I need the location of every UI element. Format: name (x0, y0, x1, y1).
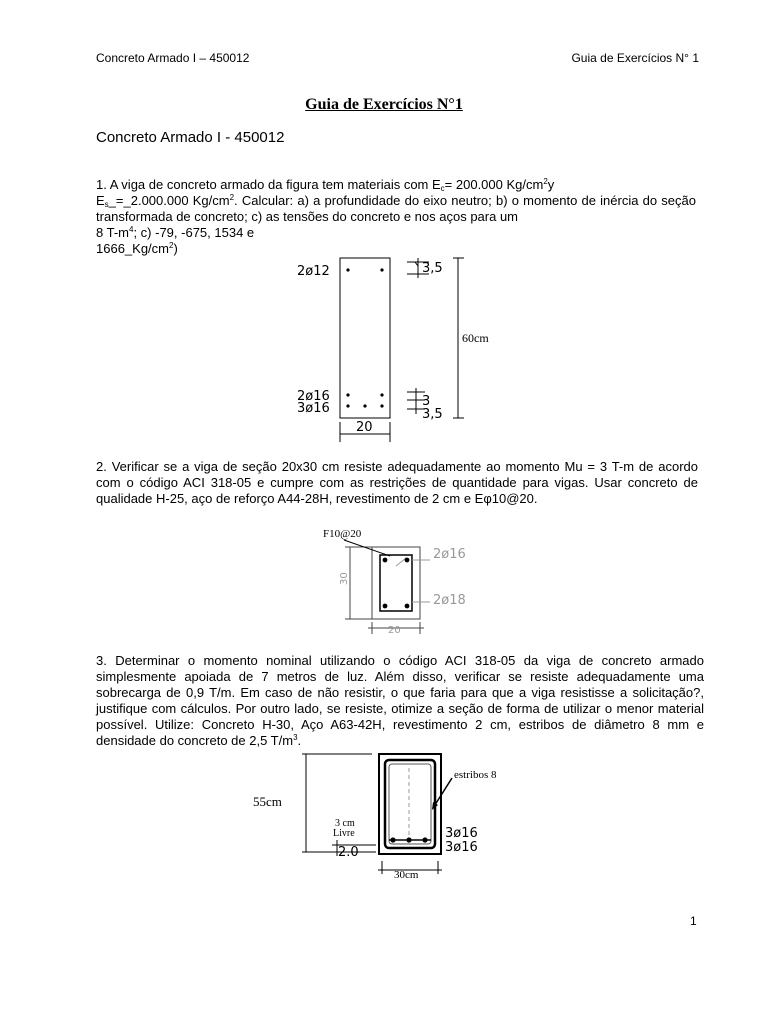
fig3-bars-2: 3ø16 (445, 840, 478, 855)
fig2-stirrup: F10@20 (323, 528, 362, 540)
beam-outline (372, 547, 420, 619)
fig2-bot-bars: 2ø18 (433, 593, 466, 608)
question-3: 3. Determinar o momento nominal utilizando o código ACI 318-05 da viga de concreto armado simplesmente apoiada de 7 metros de luz. Além disso, verificar se resiste adequadamente uma sobrecarga de 0,9 T/m. Em caso de não resistir, o que faria para que a viga resistisse a solicitação?, justifique com cálculos. Por outro lado, se resiste, otimize a seção de forma de utilizar o menor material possível. Utilize: Concreto H-30, Aço A63-42H, revestimento 2 cm, estribos de diâmetro 8 mm e densidade do concreto de 2,5 $T/m^3$. (96, 653, 704, 748)
fig1-top-bars: 2ø12 (297, 264, 330, 279)
beam-section-figure-1 (290, 252, 500, 446)
fig1-bot-bars-1: 2ø16 (297, 389, 330, 404)
fig1-width: 20 (356, 420, 373, 435)
page-subtitle: Concreto Armado I - 450012 (96, 129, 285, 146)
fig2-height: 30 (339, 572, 350, 585)
stirrup-inner (389, 764, 431, 844)
header-left: Concreto Armado I – 450012 (96, 51, 250, 65)
stirrup (380, 555, 412, 611)
fig1-dim-bot: 3,5 (422, 407, 443, 422)
fig3-cover-2: Livre (333, 828, 355, 839)
fig2-width: 20 (388, 625, 401, 636)
fig3-stirrup: estribos 8 (454, 769, 497, 781)
page-number: 1 (690, 914, 697, 928)
header-right: Guia de Exercícios N° 1 (571, 51, 699, 65)
fig3-height: 55cm (253, 794, 282, 809)
stirrup-outer (385, 760, 435, 848)
beam-section-figure-3 (252, 748, 542, 884)
fig2-top-bars: 2ø16 (433, 547, 466, 562)
fig1-height: 60cm (462, 331, 489, 345)
fig1-dim-mid: 3 (422, 394, 431, 409)
fig1-dim-top: 3,5 (422, 261, 443, 276)
page-title: Guia de Exercícios N°1 (305, 96, 463, 113)
question-1: 1. A viga de concreto armado da figura tem materiais com $E_c= 200.000$ $Kg/cm^2y$ $E_s\_=\_2.000.000$ $Kg/cm^2$. Calcular: a) a profundidade do eixo neutro; b) o momento de inércia do seção transformada de concreto; c) as tensões do concreto e nos aços para um 8 $T-m^4$; c) -79, -675, 1534 e $1666\_Kg/cm^2$) (96, 177, 696, 256)
question-2: 2. Verificar se a viga de seção 20x30 cm resiste adequadamente ao momento Mu = 3 T-m de acordo com o código ACI 318-05 e cumpre com as restrições de quantidade para vigas. Usar concreto de qualidade H-25, aço de reforço A44-28H, revestimento de 2 cm e Eφ10@20. (96, 459, 698, 506)
fig3-width: 30cm (394, 869, 419, 881)
fig3-cover-3: 2.0 (338, 845, 359, 860)
beam-section-figure-2 (320, 522, 500, 638)
fig3-cover-1: 3 cm (335, 818, 355, 829)
fig1-bot-bars-2: 3ø16 (297, 401, 330, 416)
fig3-bars-1: 3ø16 (445, 826, 478, 841)
